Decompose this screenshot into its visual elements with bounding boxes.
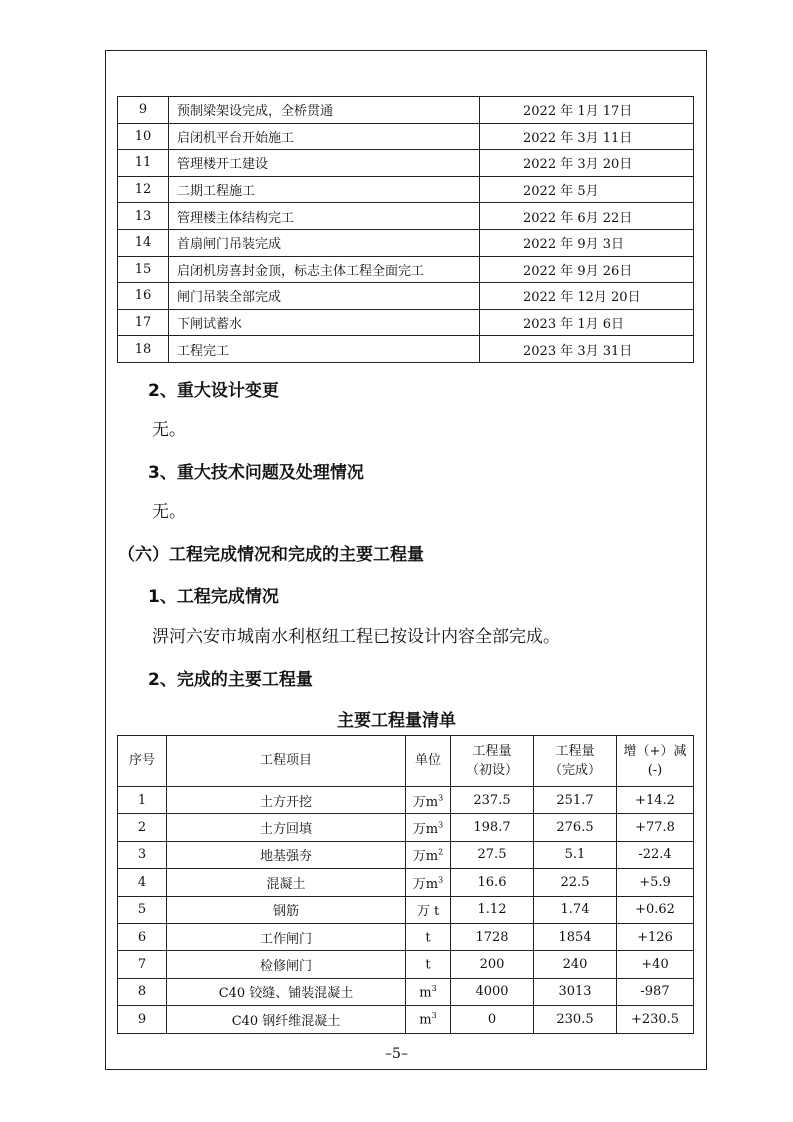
milestone-no: 13 [118, 203, 169, 230]
quantity-item: 地基强夯 [167, 841, 406, 868]
header-done-label: 工程量 [555, 743, 595, 759]
milestone-row [118, 229, 694, 256]
quantity-diff: +77.8 [617, 814, 694, 841]
milestone-no: 15 [118, 256, 169, 283]
quantity-no: 7 [118, 951, 167, 978]
header-unit: 单位 [406, 736, 451, 787]
quantity-design: 4000 [451, 978, 534, 1005]
milestone-event: 首扇闸门吊装完成 [169, 229, 480, 256]
unit-superscript: 3 [431, 983, 437, 993]
quantity-diff: +0.62 [617, 896, 694, 923]
header-no: 序号 [118, 736, 167, 787]
milestone-no: 18 [118, 336, 169, 363]
unit-base: t [425, 930, 431, 946]
quantity-row [118, 896, 694, 923]
quantity-no: 2 [118, 814, 167, 841]
header-diff-sub: (-) [647, 763, 663, 778]
milestone-date: 2022 年 3月 11日 [480, 123, 694, 150]
quantity-design: 16.6 [451, 869, 534, 896]
quantity-table-header-row [118, 736, 694, 787]
quantity-diff: +5.9 [617, 869, 694, 896]
quantity-unit [406, 896, 451, 923]
quantity-item: 土方回填 [167, 814, 406, 841]
unit-superscript: 3 [438, 793, 444, 803]
quantity-item: 工作闸门 [167, 923, 406, 950]
quantity-diff: -987 [617, 978, 694, 1005]
milestone-row [118, 256, 694, 283]
quantity-design: 27.5 [451, 841, 534, 868]
quantity-heading: 2、完成的主要工程量 [148, 670, 313, 690]
quantity-row [118, 1006, 694, 1033]
quantity-design: 1.12 [451, 896, 534, 923]
unit-base: t [425, 957, 431, 973]
quantity-row [118, 841, 694, 868]
milestone-no: 14 [118, 229, 169, 256]
quantity-unit [406, 951, 451, 978]
quantity-item: C40 铰缝、铺装混凝土 [167, 978, 406, 1005]
milestone-date: 2023 年 1月 6日 [480, 309, 694, 336]
quantity-no: 4 [118, 869, 167, 896]
milestone-event: 启闭机平台开始施工 [169, 123, 480, 150]
quantity-no: 9 [118, 1006, 167, 1033]
quantity-table-caption: 主要工程量清单 [337, 711, 456, 731]
quantity-item: 检修闸门 [167, 951, 406, 978]
unit-superscript: 3 [438, 875, 444, 885]
milestone-event: 管理楼主体结构完工 [169, 203, 480, 230]
quantity-unit [406, 787, 451, 814]
milestone-event: 管理楼开工建设 [169, 150, 480, 177]
header-diff-label: 增（+）减 [623, 743, 687, 759]
quantity-item: 钢筋 [167, 896, 406, 923]
design-change-heading: 2、重大设计变更 [148, 381, 279, 401]
quantity-item: C40 钢纤维混凝土 [167, 1006, 406, 1033]
page-number: –5– [385, 1046, 408, 1062]
header-design-sub: （初设） [465, 763, 518, 778]
design-change-text: 无。 [152, 420, 186, 440]
unit-base: 万m [412, 876, 439, 892]
completion-text: 淠河六安市城南水利枢纽工程已按设计内容全部完成。 [152, 627, 560, 647]
milestone-row [118, 123, 694, 150]
quantity-diff: +230.5 [617, 1006, 694, 1033]
quantity-row [118, 978, 694, 1005]
quantity-row [118, 814, 694, 841]
part6-heading: （六）工程完成情况和完成的主要工程量 [118, 545, 424, 565]
quantity-item: 混凝土 [167, 869, 406, 896]
milestone-no: 16 [118, 283, 169, 310]
tech-issue-heading: 3、重大技术问题及处理情况 [148, 463, 364, 483]
quantity-design: 237.5 [451, 787, 534, 814]
quantity-done: 276.5 [534, 814, 617, 841]
quantity-diff: +14.2 [617, 787, 694, 814]
quantity-done: 240 [534, 951, 617, 978]
milestone-date: 2022 年 12月 20日 [480, 283, 694, 310]
quantity-design: 198.7 [451, 814, 534, 841]
quantity-unit [406, 978, 451, 1005]
quantity-unit [406, 1006, 451, 1033]
milestone-row [118, 336, 694, 363]
milestone-event: 二期工程施工 [169, 176, 480, 203]
milestone-date: 2022 年 9月 3日 [480, 229, 694, 256]
quantity-unit [406, 814, 451, 841]
milestone-table [117, 96, 694, 363]
unit-superscript: 3 [431, 1011, 437, 1021]
milestone-event: 工程完工 [169, 336, 480, 363]
unit-base: m [419, 1012, 432, 1028]
quantity-diff: -22.4 [617, 841, 694, 868]
quantity-item: 土方开挖 [167, 787, 406, 814]
quantity-design: 1728 [451, 923, 534, 950]
milestone-row [118, 150, 694, 177]
quantity-no: 5 [118, 896, 167, 923]
quantity-done: 251.7 [534, 787, 617, 814]
quantity-unit [406, 869, 451, 896]
quantity-done: 230.5 [534, 1006, 617, 1033]
unit-base: 万m [412, 822, 439, 838]
unit-base: m [419, 985, 432, 1001]
unit-base: 万 t [416, 904, 440, 920]
milestone-date: 2023 年 3月 31日 [480, 336, 694, 363]
header-diff [617, 736, 694, 787]
milestone-row [118, 176, 694, 203]
header-design-label: 工程量 [472, 743, 512, 759]
quantity-diff: +40 [617, 951, 694, 978]
milestone-date: 2022 年 9月 26日 [480, 256, 694, 283]
quantity-no: 8 [118, 978, 167, 1005]
header-design [451, 736, 534, 787]
quantity-row [118, 923, 694, 950]
milestone-no: 9 [118, 97, 169, 124]
quantity-done: 22.5 [534, 869, 617, 896]
milestone-event: 启闭机房喜封金顶，标志主体工程全面完工 [169, 256, 480, 283]
header-done-sub: （完成） [548, 763, 601, 778]
milestone-no: 12 [118, 176, 169, 203]
completion-heading: 1、工程完成情况 [148, 587, 279, 607]
milestone-event: 闸门吊装全部完成 [169, 283, 480, 310]
quantity-done: 5.1 [534, 841, 617, 868]
quantity-diff: +126 [617, 923, 694, 950]
milestone-date: 2022 年 6月 22日 [480, 203, 694, 230]
milestone-no: 11 [118, 150, 169, 177]
milestone-row [118, 283, 694, 310]
milestone-date: 2022 年 3月 20日 [480, 150, 694, 177]
quantity-done: 1.74 [534, 896, 617, 923]
header-done [534, 736, 617, 787]
milestone-no: 10 [118, 123, 169, 150]
quantity-no: 1 [118, 787, 167, 814]
milestone-row [118, 309, 694, 336]
quantity-unit [406, 841, 451, 868]
quantity-row [118, 951, 694, 978]
milestone-row [118, 97, 694, 124]
quantity-design: 200 [451, 951, 534, 978]
milestone-event: 预制梁架设完成，全桥贯通 [169, 97, 480, 124]
tech-issue-text: 无。 [152, 502, 186, 522]
milestone-row [118, 203, 694, 230]
quantity-done: 1854 [534, 923, 617, 950]
milestone-date: 2022 年 1月 17日 [480, 97, 694, 124]
unit-base: 万m [412, 849, 439, 865]
quantity-row [118, 869, 694, 896]
quantity-no: 6 [118, 923, 167, 950]
quantity-table [117, 735, 694, 1034]
quantity-unit [406, 923, 451, 950]
quantity-design: 0 [451, 1006, 534, 1033]
unit-superscript: 2 [438, 848, 444, 858]
unit-superscript: 3 [438, 820, 444, 830]
unit-base: 万m [412, 794, 439, 810]
quantity-row [118, 787, 694, 814]
header-item: 工程项目 [167, 736, 406, 787]
milestone-date: 2022 年 5月 [480, 176, 694, 203]
quantity-no: 3 [118, 841, 167, 868]
quantity-done: 3013 [534, 978, 617, 1005]
milestone-event: 下闸试蓄水 [169, 309, 480, 336]
milestone-no: 17 [118, 309, 169, 336]
